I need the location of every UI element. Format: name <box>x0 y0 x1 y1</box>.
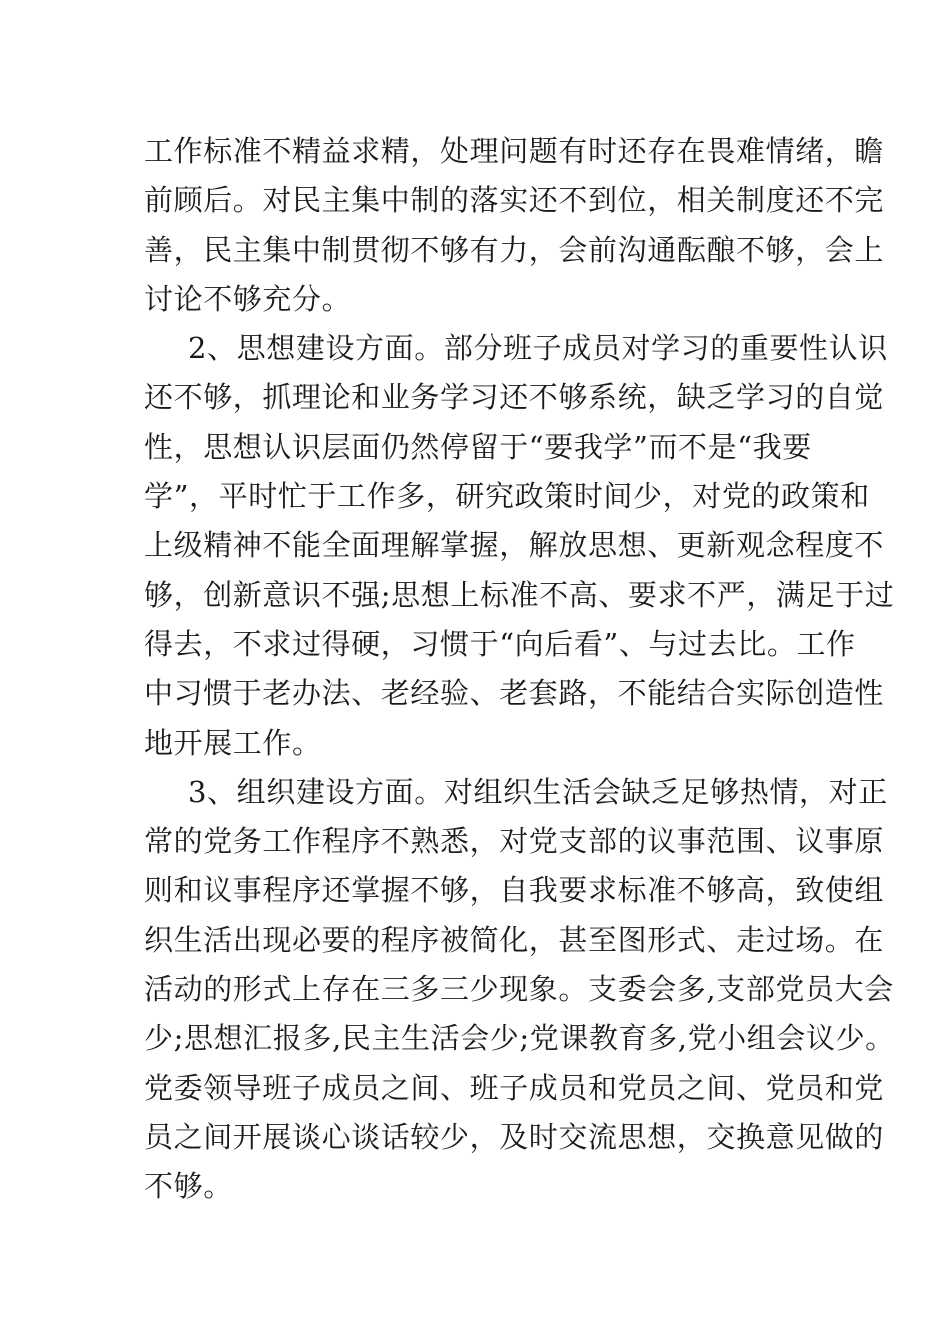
text-line: 学”，平时忙于工作多，研究政策时间少，对党的政策和 <box>144 479 870 514</box>
text-line: 够，创新意识不强;思想上标准不高、要求不严，满足于过 <box>144 577 895 612</box>
text-line: 则和议事程序还掌握不够，自我要求标准不够高，致使组 <box>144 873 885 908</box>
text-line: 善，民主集中制贯彻不够有力，会前沟通酝酿不够，会上 <box>144 232 885 267</box>
text-line: 还不够，抓理论和业务学习还不够系统，缺乏学习的自觉 <box>144 380 885 415</box>
paragraph-ideology <box>144 324 895 768</box>
text-line: 常的党务工作程序不熟悉，对党支部的议事范围、议事原 <box>144 824 885 859</box>
paragraph-organization <box>144 768 895 1212</box>
text-line: 3、组织建设方面。对组织生活会缺乏足够热情，对正 <box>188 774 888 809</box>
text-line: 工作标准不精益求精，处理问题有时还存在畏难情绪，瞻 <box>144 134 885 168</box>
text-line: 织生活出现必要的程序被简化，甚至图形式、走过场。在 <box>144 922 885 957</box>
text-line: 上级精神不能全面理解掌握，解放思想、更新观念程度不 <box>144 528 885 563</box>
text-line: 地开展工作。 <box>144 725 322 760</box>
text-line: 活动的形式上存在三多三少现象。支委会多,支部党员大会 <box>144 972 894 1007</box>
document-body <box>144 127 895 1212</box>
text-line: 员之间开展谈心谈话较少，及时交流思想，交换意见做的 <box>144 1119 885 1154</box>
text-line: 中习惯于老办法、老经验、老套路，不能结合实际创造性 <box>144 676 885 711</box>
text-line: 少;思想汇报多,民主生活会少;党课教育多,党小组会议少。 <box>144 1021 895 1056</box>
paragraph-continuation <box>144 127 885 324</box>
text-line: 讨论不够充分。 <box>144 281 352 316</box>
text-line: 不够。 <box>144 1169 233 1204</box>
text-line: 2、思想建设方面。部分班子成员对学习的重要性认识 <box>188 331 888 366</box>
text-line: 前顾后。对民主集中制的落实还不到位，相关制度还不完 <box>144 183 885 218</box>
text-line: 得去，不求过得硬，习惯于“向后看”、与过去比。工作 <box>144 626 856 661</box>
text-line: 性，思想认识层面仍然停留于“要我学”而不是“我要 <box>144 429 812 464</box>
text-line: 党委领导班子成员之间、班子成员和党员之间、党员和党 <box>144 1070 885 1105</box>
